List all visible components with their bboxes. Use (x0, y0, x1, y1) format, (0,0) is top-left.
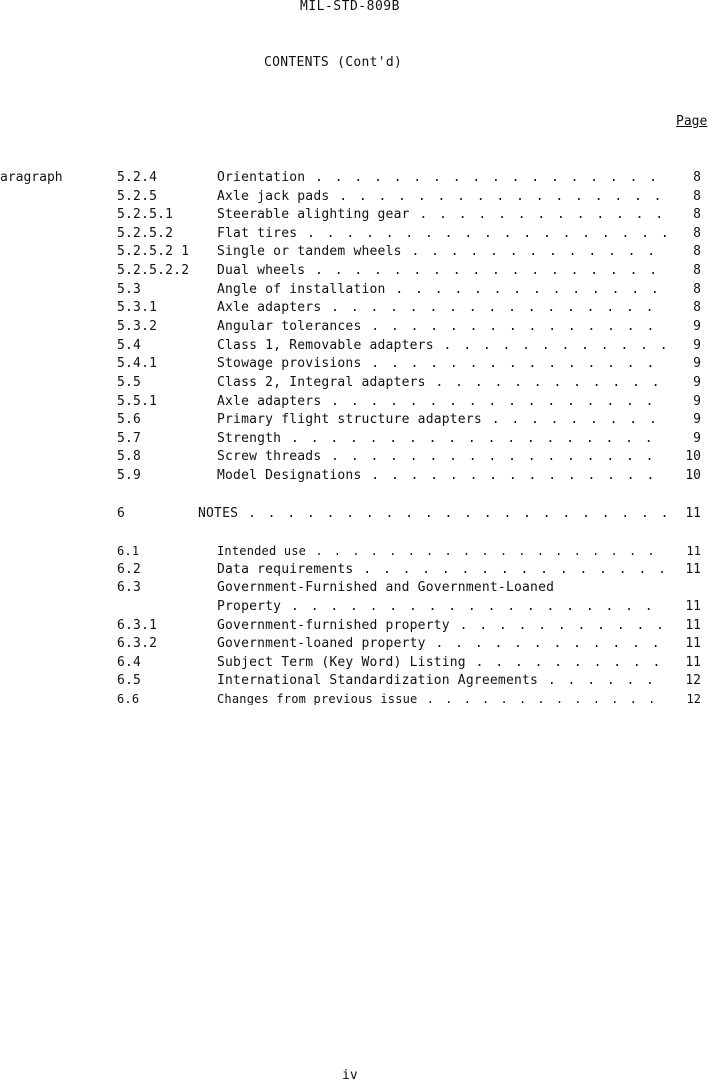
section-number: 5.3.1 (117, 300, 158, 315)
section-title: Steerable alighting gear . . . (217, 208, 667, 221)
section-page: 9 (693, 431, 701, 446)
section-number: 5.2.5.2 (117, 226, 174, 241)
section-page: 8 (693, 226, 701, 241)
section-page: 12 (685, 673, 701, 688)
section-title: Strength . . . (217, 432, 667, 445)
section-number: 5.6 (117, 412, 142, 427)
section-title: Property . . . (217, 600, 667, 613)
section-number: 6.3.2 (117, 636, 158, 651)
section-number: 5.3.2 (117, 319, 158, 334)
section-number: 5.2.5.2.2 (117, 263, 190, 278)
toc-row (0, 432, 713, 450)
toc-row (0, 227, 713, 245)
section-title: NOTES . . . (198, 507, 667, 520)
section-number: 5.2.4 (117, 170, 158, 185)
toc-row (0, 656, 713, 674)
toc-row (0, 637, 713, 655)
section-page: 9 (693, 319, 701, 334)
section-title: Axle jack pads . . . (217, 190, 667, 203)
section-title: Government-Furnished and Government-Loaned (217, 581, 555, 594)
section-title: Flat tires . . . (217, 227, 667, 240)
toc-row (0, 619, 713, 637)
section-page: 11 (685, 655, 701, 670)
section-page: 9 (693, 375, 701, 390)
section-page: 8 (693, 170, 701, 185)
section-number: 5.7 (117, 431, 142, 446)
toc-row (0, 357, 713, 375)
section-page: 8 (693, 282, 701, 297)
toc-row (0, 469, 713, 487)
section-page: 11 (685, 636, 701, 651)
section-page: 11 (685, 618, 701, 633)
section-title: International Standardization Agreements . . . (217, 674, 667, 687)
section-title: Orientation . . . (217, 171, 667, 184)
section-page: 11 (686, 544, 701, 558)
toc-row (0, 674, 713, 692)
toc-row (0, 320, 713, 338)
section-number: 6.5 (117, 673, 142, 688)
section-title: Model Designations . . . (217, 469, 667, 482)
section-number: 6.3 (117, 580, 142, 595)
section-title: Subject Term (Key Word) Listing . . . (217, 656, 667, 669)
section-number: 5.2.5.1 (117, 207, 174, 222)
section-number: 5.9 (117, 468, 142, 483)
toc-row (0, 581, 713, 599)
section-number: 6 (117, 506, 126, 521)
toc-row (0, 190, 713, 208)
section-title: Intended use . . . (217, 545, 667, 557)
section-page: 11 (685, 506, 701, 521)
toc-row (0, 507, 713, 525)
section-title: Stowage provisions . . . (217, 357, 667, 370)
contents-title: CONTENTS (Cont'd) (264, 55, 403, 70)
toc-row (0, 545, 713, 563)
section-title: Single or tandem wheels . . . (217, 245, 667, 258)
section-page: 9 (693, 356, 701, 371)
section-title: Axle adapters . . . (217, 301, 667, 314)
section-title: Angle of installation . . . (217, 283, 667, 296)
section-page: 9 (693, 412, 701, 427)
section-title: Government-loaned property . . . (217, 637, 667, 650)
section-title: Class 2, Integral adapters . . . (217, 376, 667, 389)
toc-row (0, 693, 713, 711)
section-title: Primary flight structure adapters . . . (217, 413, 667, 426)
section-title: Class 1, Removable adapters . . . (217, 339, 667, 352)
section-title: Government-furnished property . . . (217, 619, 667, 632)
section-page: 9 (693, 394, 701, 409)
section-number: 5.5.1 (117, 394, 158, 409)
toc-row (0, 208, 713, 226)
section-page: 10 (685, 468, 701, 483)
section-title: Screw threads . . . (217, 450, 667, 463)
section-number: 5.4 (117, 338, 142, 353)
section-title: Changes from previous issue . . . (217, 693, 667, 705)
toc-row (0, 376, 713, 394)
toc-row (0, 283, 713, 301)
section-page: 8 (693, 300, 701, 315)
section-number: 5.5 (117, 375, 142, 390)
section-number: 5.2.5.2 1 (117, 244, 190, 259)
section-number: 5.3 (117, 282, 142, 297)
page-column-header: Page (676, 114, 708, 129)
section-title: Angular tolerances . . . (217, 320, 667, 333)
section-page: 8 (693, 263, 701, 278)
toc-row (0, 264, 713, 282)
section-page: 11 (685, 599, 701, 614)
section-page: 9 (693, 338, 701, 353)
toc-row (0, 301, 713, 319)
section-title: Dual wheels . . . (217, 264, 667, 277)
section-page: 8 (693, 244, 701, 259)
toc-row (0, 600, 713, 618)
toc-row (0, 245, 713, 263)
section-title: Data requirements . . . (217, 563, 667, 576)
section-page: 8 (693, 207, 701, 222)
toc-row (0, 413, 713, 431)
section-number: 6.1 (117, 544, 140, 558)
section-number: 6.6 (117, 692, 140, 706)
section-number: 5.2.5 (117, 189, 158, 204)
section-page: 10 (685, 449, 701, 464)
section-number: 5.8 (117, 449, 142, 464)
section-title: Axle adapters . . . (217, 395, 667, 408)
section-page: 8 (693, 189, 701, 204)
section-page: 12 (686, 692, 701, 706)
section-page: 11 (685, 562, 701, 577)
document-id: MIL-STD-809B (300, 0, 400, 14)
section-number: 5.4.1 (117, 356, 158, 371)
toc-row (0, 563, 713, 581)
toc-row (0, 339, 713, 357)
toc-row (0, 450, 713, 468)
section-number: 6.2 (117, 562, 142, 577)
section-number: 6.3.1 (117, 618, 158, 633)
paragraph-column-label: aragraph (0, 170, 63, 185)
toc-row (0, 171, 713, 189)
section-number: 6.4 (117, 655, 142, 670)
toc-row (0, 395, 713, 413)
page-number-footer: iv (342, 1068, 358, 1083)
